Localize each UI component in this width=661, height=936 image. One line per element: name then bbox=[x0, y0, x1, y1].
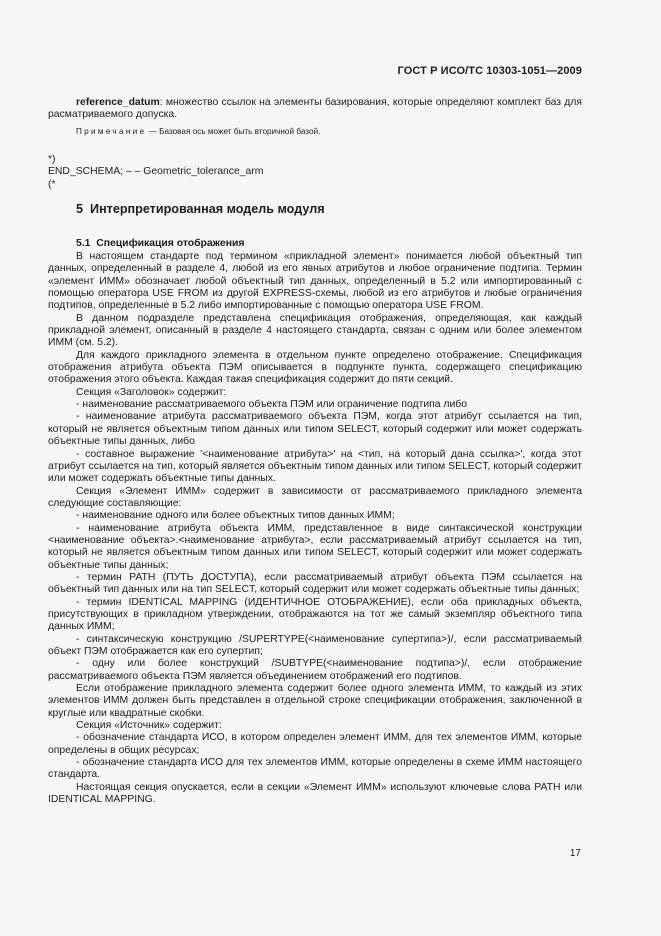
list-item: - термин PATH (ПУТЬ ДОСТУПА), если рассматриваемый атрибут объекта ПЭМ ссылается на объектный тип данных или на тип SELECT, который содержит или может содержать объектные типы данных; bbox=[48, 571, 582, 596]
paragraph: В данном подразделе представлена спецификация отображения, определяющая, как каждый прикладной элемент, описанный в разделе 4 настоящего стандарта, связан с одним или более элементом ИММ (см. 5.2). bbox=[48, 312, 582, 349]
code-block bbox=[48, 154, 582, 191]
note-text: — Базовая ось может быть вторичной базой. bbox=[146, 127, 321, 136]
attribute-name: reference_datum bbox=[76, 97, 160, 108]
note bbox=[48, 127, 582, 137]
section-number: 5 bbox=[76, 202, 84, 216]
paragraph: Настоящая секция опускается, если в секции «Элемент ИММ» используют ключевые слова PATH или IDENTICAL MAPPING. bbox=[48, 781, 582, 806]
section-body bbox=[48, 251, 582, 806]
paragraph: Секция «Источник» содержит: bbox=[76, 720, 222, 732]
page-number: 17 bbox=[569, 848, 581, 859]
standard-header: ГОСТ Р ИСО/ТС 10303-1051—2009 bbox=[397, 65, 582, 77]
subsection-title: Спецификация отображения bbox=[96, 238, 245, 249]
list-item: - наименование атрибута рассматриваемого объекта ПЭМ, когда этот атрибут ссылается на тип, который не является объектным типом данных или типом SELECT, который содержит или может содержать объектные типы данных, либо bbox=[48, 411, 582, 448]
note-label: Примечание bbox=[76, 127, 147, 136]
paragraph: В настоящем стандарте под термином «прикладной элемент» понимается любой объектный тип данных, определенный в разделе 4, любой из его явных атрибутов и любое ограничение подтипа. Термин «элемент ИММ» обозначает любой объектный тип данных, определенный в 5.2 или импортированный с помощью оператора USE FROM из другой EXPRESS-схемы, любой из его атрибутов и любые ограничения подтипов, определенные в 5.2 либо импортированные с помощью оператора USE FROM. bbox=[48, 251, 582, 312]
list-item: - обозначение стандарта ИСО для тех элементов ИММ, которые определены в схеме ИММ настоящего стандарта. bbox=[48, 757, 582, 781]
code-line: (* bbox=[48, 178, 56, 190]
list-item: - наименование атрибута объекта ИММ, представленное в виде синтаксической конструкции <наименование объекта>.<наименование атрибута>, если рассматриваемый атрибут ссылается на тип, который не является объектным типом данных или типом SELECT, который содержит или может содержать объектные типы данных; bbox=[48, 522, 582, 571]
paragraph: Секция «Элемент ИММ» содержит в зависимости от рассматриваемого прикладного элемента следующие составляющие: bbox=[48, 485, 582, 509]
subsection-number: 5.1 bbox=[76, 238, 91, 249]
section-5-heading bbox=[76, 203, 610, 215]
list-item: - наименование рассматриваемого объекта ПЭМ или ограничение подтипа либо bbox=[76, 399, 468, 411]
paragraph: Секция «Заголовок» содержит: bbox=[76, 386, 227, 398]
paragraph: Для каждого прикладного элемента в отдельном пункте определено отображение. Спецификация отображения атрибута объекта ПЭМ описывается в подпункте пункта, содержащего спецификацию отображения этого объекта. Каждая такая спецификация содержит до пяти секций. bbox=[48, 349, 582, 386]
list-item: - синтаксическую конструкцию /SUPERTYPE(<наименование супертипа>)/, если рассматриваемый объект ПЭМ отображается как его супертип; bbox=[48, 633, 582, 657]
reference-datum-definition bbox=[48, 97, 582, 122]
list-item: - составное выражение '<наименование атрибута>' на <тип, на который дана ссылка>', когда этот атрибут ссылается на тип, который является объектным типом данных или типом SELECT, который содержит или может содержать объектные типы данных. bbox=[48, 448, 582, 485]
code-line: END_SCHEMA; – – Geometric_tolerance_arm bbox=[48, 166, 264, 178]
paragraph: Если отображение прикладного элемента содержит более одного элемента ИММ, то каждый из этих элементов ИММ должен быть представлен в отдельной строке спецификации отображения, заключенной в круглые или квадратные скобки. bbox=[48, 683, 582, 719]
list-item: - термин IDENTICAL MAPPING (ИДЕНТИЧНОЕ ОТОБРАЖЕНИЕ), если оба прикладных объекта, присутствующих в прикладном утверждении, отображаются на тот же самый экземпляр объектного типа данных ИММ; bbox=[48, 596, 582, 633]
section-5-1-heading bbox=[76, 238, 610, 250]
code-line: *) bbox=[48, 154, 56, 165]
attribute-description: : множество ссылок на элементы базирования, которые определяют комплект баз для расматриваемого допуска. bbox=[48, 97, 582, 121]
list-item: - обозначение стандарта ИСО, в котором определен элемент ИММ, для тех элементов ИММ, которые определены в общих ресурсах; bbox=[48, 732, 582, 756]
list-item: - одну или более конструкций /SUBTYPE(<наименование подтипа>)/, если отображение рассматриваемого объекта ПЭМ является объединением отображений его подтипов. bbox=[48, 658, 582, 682]
section-title: Интерпретированная модель модуля bbox=[90, 202, 325, 216]
list-item: - наименование одного или более объектных типов данных ИММ; bbox=[76, 510, 395, 522]
